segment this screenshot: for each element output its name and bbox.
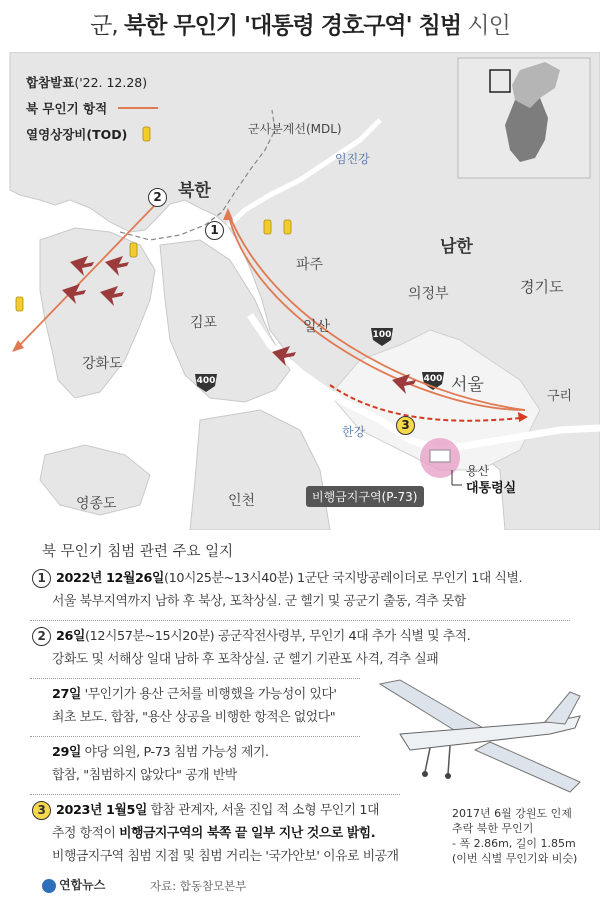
source-note: 자료: 합동참모본부 xyxy=(150,879,247,893)
marker-3-number: 3 xyxy=(396,416,415,435)
map-label-ilsan: 일산 xyxy=(303,319,331,335)
title-part1: 군, xyxy=(90,13,124,39)
timeline-entry-4 xyxy=(52,742,269,764)
map-label-north: 북한 xyxy=(178,181,211,201)
timeline-entry-2 xyxy=(32,626,470,648)
timeline-title: 북 무인기 침범 관련 주요 일지 xyxy=(42,544,234,560)
caption-line1: 2017년 6월 강원도 인제 xyxy=(452,807,572,820)
caption-line3: - 폭 2.86m, 길이 1.85m xyxy=(452,837,576,850)
map-label-paju: 파주 xyxy=(296,257,324,273)
map-label-mdl: 군사분계선(MDL) xyxy=(248,122,342,136)
divider-3 xyxy=(30,736,360,737)
title-part3: 시인 xyxy=(461,13,510,39)
timeline-entry-5-line3: 비행금지구역 침범 지점 및 침범 거리는 '국가안보' 이유로 비공개 xyxy=(52,849,399,864)
map-marker-2 xyxy=(148,186,172,207)
page-title xyxy=(0,0,600,52)
timeline-entry-3-line2: 최초 보도. 합참, "용산 상공을 비행한 항적은 없었다" xyxy=(52,710,336,725)
map-label-guri: 구리 xyxy=(547,389,573,404)
caption-line4: (이번 식별 무인기와 비슷) xyxy=(452,852,578,865)
tod-icon-2 xyxy=(284,220,291,234)
map-label-imjin: 임진강 xyxy=(335,152,370,166)
divider-1 xyxy=(30,620,570,621)
logo-text: 연합뉴스 xyxy=(59,878,106,892)
map-label-office: 대통령실 xyxy=(466,481,517,496)
entry-5-number: 3 xyxy=(32,801,51,820)
marker-2-number: 2 xyxy=(148,188,167,207)
map-label-ganghwa: 강화도 xyxy=(82,356,123,372)
map-label-yeongjong: 영종도 xyxy=(76,496,117,512)
map-label-uijeongbu: 의정부 xyxy=(408,286,449,302)
divider-4 xyxy=(30,794,400,795)
entry-2-date: 26일 xyxy=(56,629,85,644)
legend-tod-label: 열영상장비(TOD) xyxy=(26,127,128,142)
drone-wheel-2 xyxy=(445,773,451,779)
entry-5-line2-b: 비행금지구역의 북쪽 끝 일부 지난 것으로 밝힘. xyxy=(119,826,376,841)
marker-1-number: 1 xyxy=(205,221,224,240)
entry-1-date: 2022년 12월26일 xyxy=(56,571,164,586)
entry-4-date: 29일 xyxy=(52,745,81,760)
logo-mark-icon xyxy=(42,879,56,893)
timeline-entry-3 xyxy=(52,684,337,706)
entry-3-text: '무인기가 용산 근처를 비행했을 가능성이 있다' xyxy=(80,687,337,702)
entry-5-date: 2023년 1월5일 xyxy=(56,803,147,818)
drone-wing-right xyxy=(475,742,580,792)
timeline-entry-5 xyxy=(32,800,379,822)
tod-icon-4 xyxy=(16,297,23,311)
timeline-entry-2-line2: 강화도 및 서해상 일대 남하 후 포착상실. 군 헬기 기관포 사격, 격추 실패 xyxy=(52,652,439,667)
drone-gear-1 xyxy=(425,748,430,772)
presidential-office-icon xyxy=(430,450,450,462)
map-label-incheon: 인천 xyxy=(228,493,256,509)
tod-icon-1 xyxy=(264,220,271,234)
timeline-entry-5-line2 xyxy=(52,823,375,845)
map-label-seoul: 서울 xyxy=(451,375,484,395)
title-part2: 북한 무인기 '대통령 경호구역' 침범 xyxy=(123,13,462,39)
entry-3-date: 27일 xyxy=(52,687,81,702)
timeline-entry-1 xyxy=(32,568,522,590)
timeline-entry-4-line2: 합참, "침범하지 않았다" 공개 반박 xyxy=(52,768,237,783)
divider-2 xyxy=(30,678,360,679)
road-400-label-b: 400 xyxy=(423,374,443,384)
entry-2-text: (12시57분~15시20분) 공군작전사령부, 무인기 4대 추가 식별 및 추적. xyxy=(84,629,471,644)
road-100-label: 100 xyxy=(372,330,392,340)
drone-gear-2 xyxy=(448,746,450,774)
entry-1-number: 1 xyxy=(32,569,51,588)
tod-icon-3 xyxy=(130,243,137,257)
caption-line2: 추락 북한 무인기 xyxy=(452,822,534,835)
map-marker-1 xyxy=(205,219,229,240)
map-label-gimpo: 김포 xyxy=(190,315,218,331)
legend-route-label: 북 무인기 항적 xyxy=(26,101,108,116)
drone-wheel-1 xyxy=(422,771,428,777)
map-label-yongsan: 용산 xyxy=(466,464,490,478)
legend-report: 합참발표 xyxy=(26,75,75,90)
map-label-nofly: 비행금지구역(P-73) xyxy=(306,486,424,507)
road-400-label-a: 400 xyxy=(196,376,216,386)
map-label-hangang: 한강 xyxy=(342,425,366,439)
entry-5-line2-a: 추정 항적이 xyxy=(52,826,120,841)
map-marker-3 xyxy=(396,414,420,435)
entry-4-text: 야당 의원, P-73 침범 가능성 제기. xyxy=(80,745,269,760)
entry-2-number: 2 xyxy=(32,627,51,646)
drone-illustration xyxy=(370,672,590,797)
map-label-gyeonggi: 경기도 xyxy=(520,278,564,296)
timeline-entry-1-line2: 서울 북부지역까지 남하 후 북상, 포착상실. 군 헬기 및 공군기 출동, 격추 못함 xyxy=(52,594,466,609)
entry-1-text: (10시25분~13시40분) 1군단 국지방공레이더로 무인기 1대 식별. xyxy=(163,571,523,586)
entry-5-text: 합참 관계자, 서울 진입 적 소형 무인기 1대 xyxy=(146,803,380,818)
drone-caption xyxy=(452,806,577,866)
yonhap-logo xyxy=(42,876,105,893)
legend-report-date: ('22. 12.28) xyxy=(74,75,148,90)
map-label-south: 남한 xyxy=(440,237,473,257)
map-legend xyxy=(26,70,147,148)
